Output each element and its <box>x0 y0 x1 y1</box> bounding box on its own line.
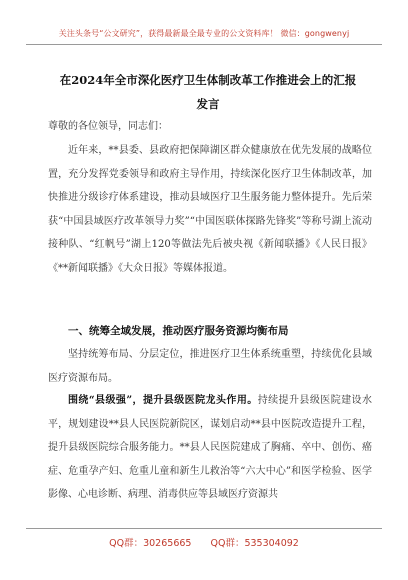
header-divider <box>26 44 382 45</box>
paragraph-3-body: 持续提升县级医院建设水平，规划建设**县人民医院新院区，谋划启动**县中医院改造提升工程，提升县级医院综合服务能力。**县人民医院建成了胸痛、卒中、创伤、癌症、危重孕产妇、危重儿童和新生儿救治等“六大中心”和医学检验、医学影像、心电诊断、病理、消毒供应等县域医疗资源共 <box>48 395 372 501</box>
header-banner: 关注头条号“公文研究”，获得最新最全最专业的公文资料库！ 微信：gongwenyj <box>58 29 350 38</box>
paragraph-1: 近年来，**县委、县政府把保障湖区群众健康放在优先发展的战略位置，充分发挥党委领导和政府主导作用，持续深化医疗卫生体制改革，加快推进分级诊疗体系建设，推动县域医疗卫生服务能力整体提升。先后荣获“中国县域医疗改革领导力奖”“中国医联体探路先锋奖”等称号湖上流动接种队、“红帆号”湖上120等做法先后被央视《新闻联播》《人民日报》《**新闻联播》《大众日报》等媒体报道。 <box>48 145 372 274</box>
title-line-2: 发言 <box>196 97 220 111</box>
paragraph-2: 坚持统筹布局、分层定位，推进医疗卫生体系统重塑，持续优化县域医疗资源布局。 <box>48 349 372 384</box>
title-line-1: 在2024年全市深化医疗卫生体制改革工作推进会上的汇报 <box>59 73 357 87</box>
footer-qq-2: QQ群：535304092 <box>210 538 299 549</box>
section-heading-1: 一、统筹全域发展，推动医疗服务资源均衡布局 <box>68 325 289 337</box>
greeting: 尊敬的各位领导，同志们： <box>48 121 168 132</box>
paragraph-3-lead: 围绕“县级强”，提升县级医院龙头作用。 <box>68 395 258 406</box>
footer-divider <box>26 528 382 529</box>
footer-qq-1: QQ群：30265665 <box>109 538 192 549</box>
paragraph-3 <box>48 389 372 507</box>
footer <box>0 535 408 549</box>
document-title <box>48 68 368 116</box>
